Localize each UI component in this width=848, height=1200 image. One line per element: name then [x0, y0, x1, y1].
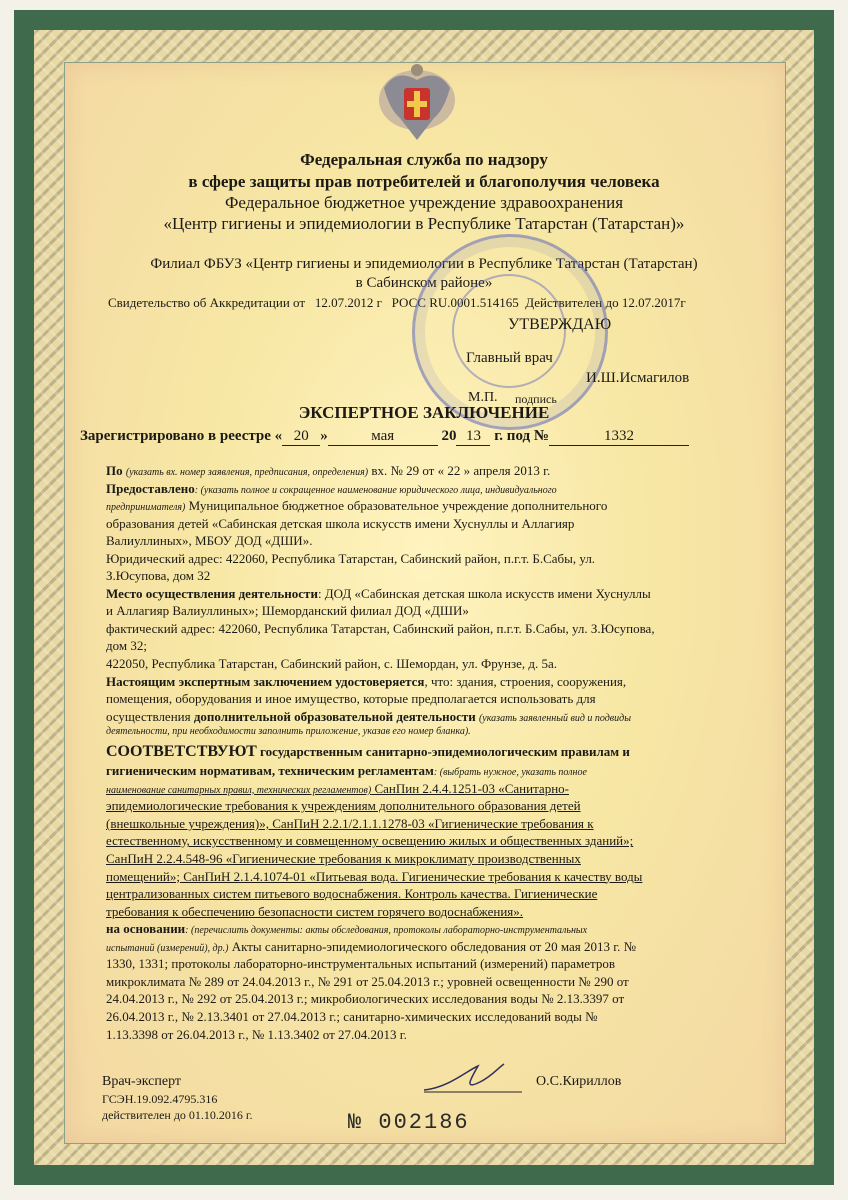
basis-4: 24.04.2013 г., № 292 от 25.04.2013 г.; микробиологических исследования воды № 2.13.3397 от: [106, 991, 625, 1007]
expert-label: Врач-эксперт: [102, 1074, 182, 1089]
basis-3: микроклимата № 289 от 24.04.2013 г., № 291 от 25.04.2013 г.; уровней освещенности № 290 от: [106, 973, 629, 989]
basis-2: 1330, 1331; протоколы лабораторно-инструментальных испытаний (измерений) параметров: [106, 956, 616, 972]
provided-text-3: Валиуллиных», МБОУ ДОД «ДШИ».: [106, 533, 313, 549]
legal-address-2: З.Юсупова, дом 32: [106, 568, 211, 584]
accreditation-label: Свидетельство об Аккредитации от: [108, 295, 306, 310]
document-body: [106, 462, 770, 1043]
certify-text-2: помещения, оборудования и иное имущество, которые предполагается использовать для: [106, 691, 596, 707]
provided-line: Предоставлено: (указать полное и сокращенное наименование юридического лица, индивидуального: [106, 480, 557, 496]
signature-label: подпись: [515, 392, 557, 406]
accreditation-date: 12.07.2012 г: [314, 295, 382, 310]
agency-name-line1: Федеральная служба по надзору: [300, 150, 548, 169]
address-3: 422050, Республика Татарстан, Сабинский район, с. Шемордан, ул. Фрунзе, д. 5а.: [106, 656, 558, 672]
accreditation-valid: Действителен до 12.07.2017г: [525, 295, 686, 310]
eagle-emblem-icon: [374, 60, 460, 150]
register-day: 20: [282, 428, 320, 446]
signature-icon: [418, 1060, 528, 1100]
po-line: По (указать вх. номер заявления, предписания, определения) вх. № 29 от « 22 » апреля 2013 г.: [106, 463, 551, 478]
expert-name: О.С.Кириллов: [536, 1074, 622, 1089]
sanpin-3: (внешкольные учреждения)», СанПиН 2.2.1/2.1.1.1278-03 «Гигиенические требования к: [106, 815, 594, 831]
register-line: Зарегистрировано в реестре « 20 » мая 20 13 г. под № 1332: [80, 428, 689, 446]
comply-line-2: гигиеническим нормативам, техническим регламентам: (выбрать нужное, указать полное: [106, 763, 587, 779]
sanpin-5: СанПиН 2.2.4.548-96 «Гигиенические требования к микроклимату производственных: [106, 851, 581, 867]
register-year-suffix: г. под №: [494, 428, 549, 444]
legal-address-1: Юридический адрес: 422060, Республика Татарстан, Сабинский район, п.г.т. Б.Сабы, ул.: [106, 550, 596, 566]
institution-line1: Федеральное бюджетное учреждение здравоохранения: [224, 193, 624, 212]
comply-line-3: наименование санитарных правил, технических регламентов) СанПин 2.4.4.1251-03 «Санитарно-: [106, 780, 569, 796]
certify-line: Настоящим экспертным заключением удостоверяется, что: здания, строения, сооружения,: [106, 673, 627, 689]
chief-doctor-label: Главный врач: [466, 350, 553, 366]
branch-line2: в Сабинском районе»: [355, 275, 493, 291]
activity-text-2: и Аллагияр Валиуллиных»; Шеморданский филиал ДОД «ДШИ»: [106, 603, 469, 619]
basis-line: на основании: (перечислить документы: акты обследования, протоколы лабораторно-инструментальных: [106, 921, 588, 937]
approve-label: УТВЕРЖДАЮ: [508, 316, 612, 333]
register-year-prefix: 20: [441, 428, 457, 444]
comply-line: СООТВЕТСТВУЮТ государственным санитарно-эпидемиологическим правилам и: [106, 742, 630, 760]
certify-note-2: деятельности, при необходимости заполнить приложение, указав его номер бланка).: [106, 726, 471, 738]
mp-label: М.П.: [468, 390, 498, 405]
expert-valid: действителен до 01.10.2016 г.: [102, 1108, 253, 1122]
certify-text-3: осуществления дополнительной образовательной деятельности (указать заявленный вид и подвиды: [106, 708, 631, 724]
sanpin-8: требования к обеспечению безопасности систем горячего водоснабжения».: [106, 903, 524, 919]
sanpin-6: помещений»; СанПиН 2.1.4.1074-01 «Питьевая вода. Гигиенические требования к качеству воды: [106, 868, 643, 884]
sanpin-7: централизованных систем питьевого водоснабжения. Контроль качества. Гигиенические: [106, 886, 598, 902]
institution-line2: «Центр гигиены и эпидемиологии в Республике Татарстан (Татарстан)»: [163, 214, 685, 233]
actual-address-1: фактический адрес: 422060, Республика Татарстан, Сабинский район, п.г.т. Б.Сабы, ул. З.Юсупова,: [106, 620, 655, 636]
provided-text: предпринимателя) Муниципальное бюджетное образовательное учреждение дополнительного: [106, 498, 608, 514]
register-month: мая: [328, 428, 438, 446]
branch-line1: Филиал ФБУЗ «Центр гигиены и эпидемиологии в Республике Татарстан (Татарстан): [150, 256, 698, 272]
chief-doctor-name: И.Ш.Исмагилов: [586, 370, 690, 386]
sanpin-2: эпидемиологические требования к учреждениям дополнительного образования детей: [106, 798, 581, 814]
accreditation-number: РОСС RU.0001.514165: [391, 295, 519, 310]
register-year: 13: [456, 428, 490, 446]
actual-address-2: дом 32;: [106, 638, 147, 654]
agency-name-line2: в сфере защиты прав потребителей и благополучия человека: [188, 172, 660, 191]
document-title: ЭКСПЕРТНОЕ ЗАКЛЮЧЕНИЕ: [298, 403, 550, 422]
basis-line-2: испытаний (измерений), др.) Акты санитарно-эпидемиологического обследования от 20 мая 2013 г. №: [106, 938, 637, 954]
activity-line: Место осуществления деятельности: ДОД «Сабинская детская школа искусств имени Хуснуллы: [106, 585, 651, 601]
blank-number: № 002186: [348, 1110, 470, 1135]
provided-text-2: образования детей «Сабинская детская школа искусств имени Хуснуллы и Аллагияр: [106, 515, 575, 531]
sanpin-4: естественному, искусственному и совмещенному освещению жилых и общественных зданий»;: [106, 833, 634, 849]
register-label: Зарегистрировано в реестре «: [80, 428, 283, 444]
basis-5: 26.04.2013 г., № 2.13.3401 от 27.04.2013 г.; санитарно-химических исследований воды №: [106, 1008, 598, 1024]
accreditation-line: [108, 295, 686, 311]
register-number: 1332: [549, 428, 689, 446]
basis-6: 1.13.3398 от 26.04.2013 г., № 1.13.3402 от 27.04.2013 г.: [106, 1026, 407, 1042]
expert-certificate: ГСЭН.19.092.4795.316: [102, 1092, 218, 1106]
